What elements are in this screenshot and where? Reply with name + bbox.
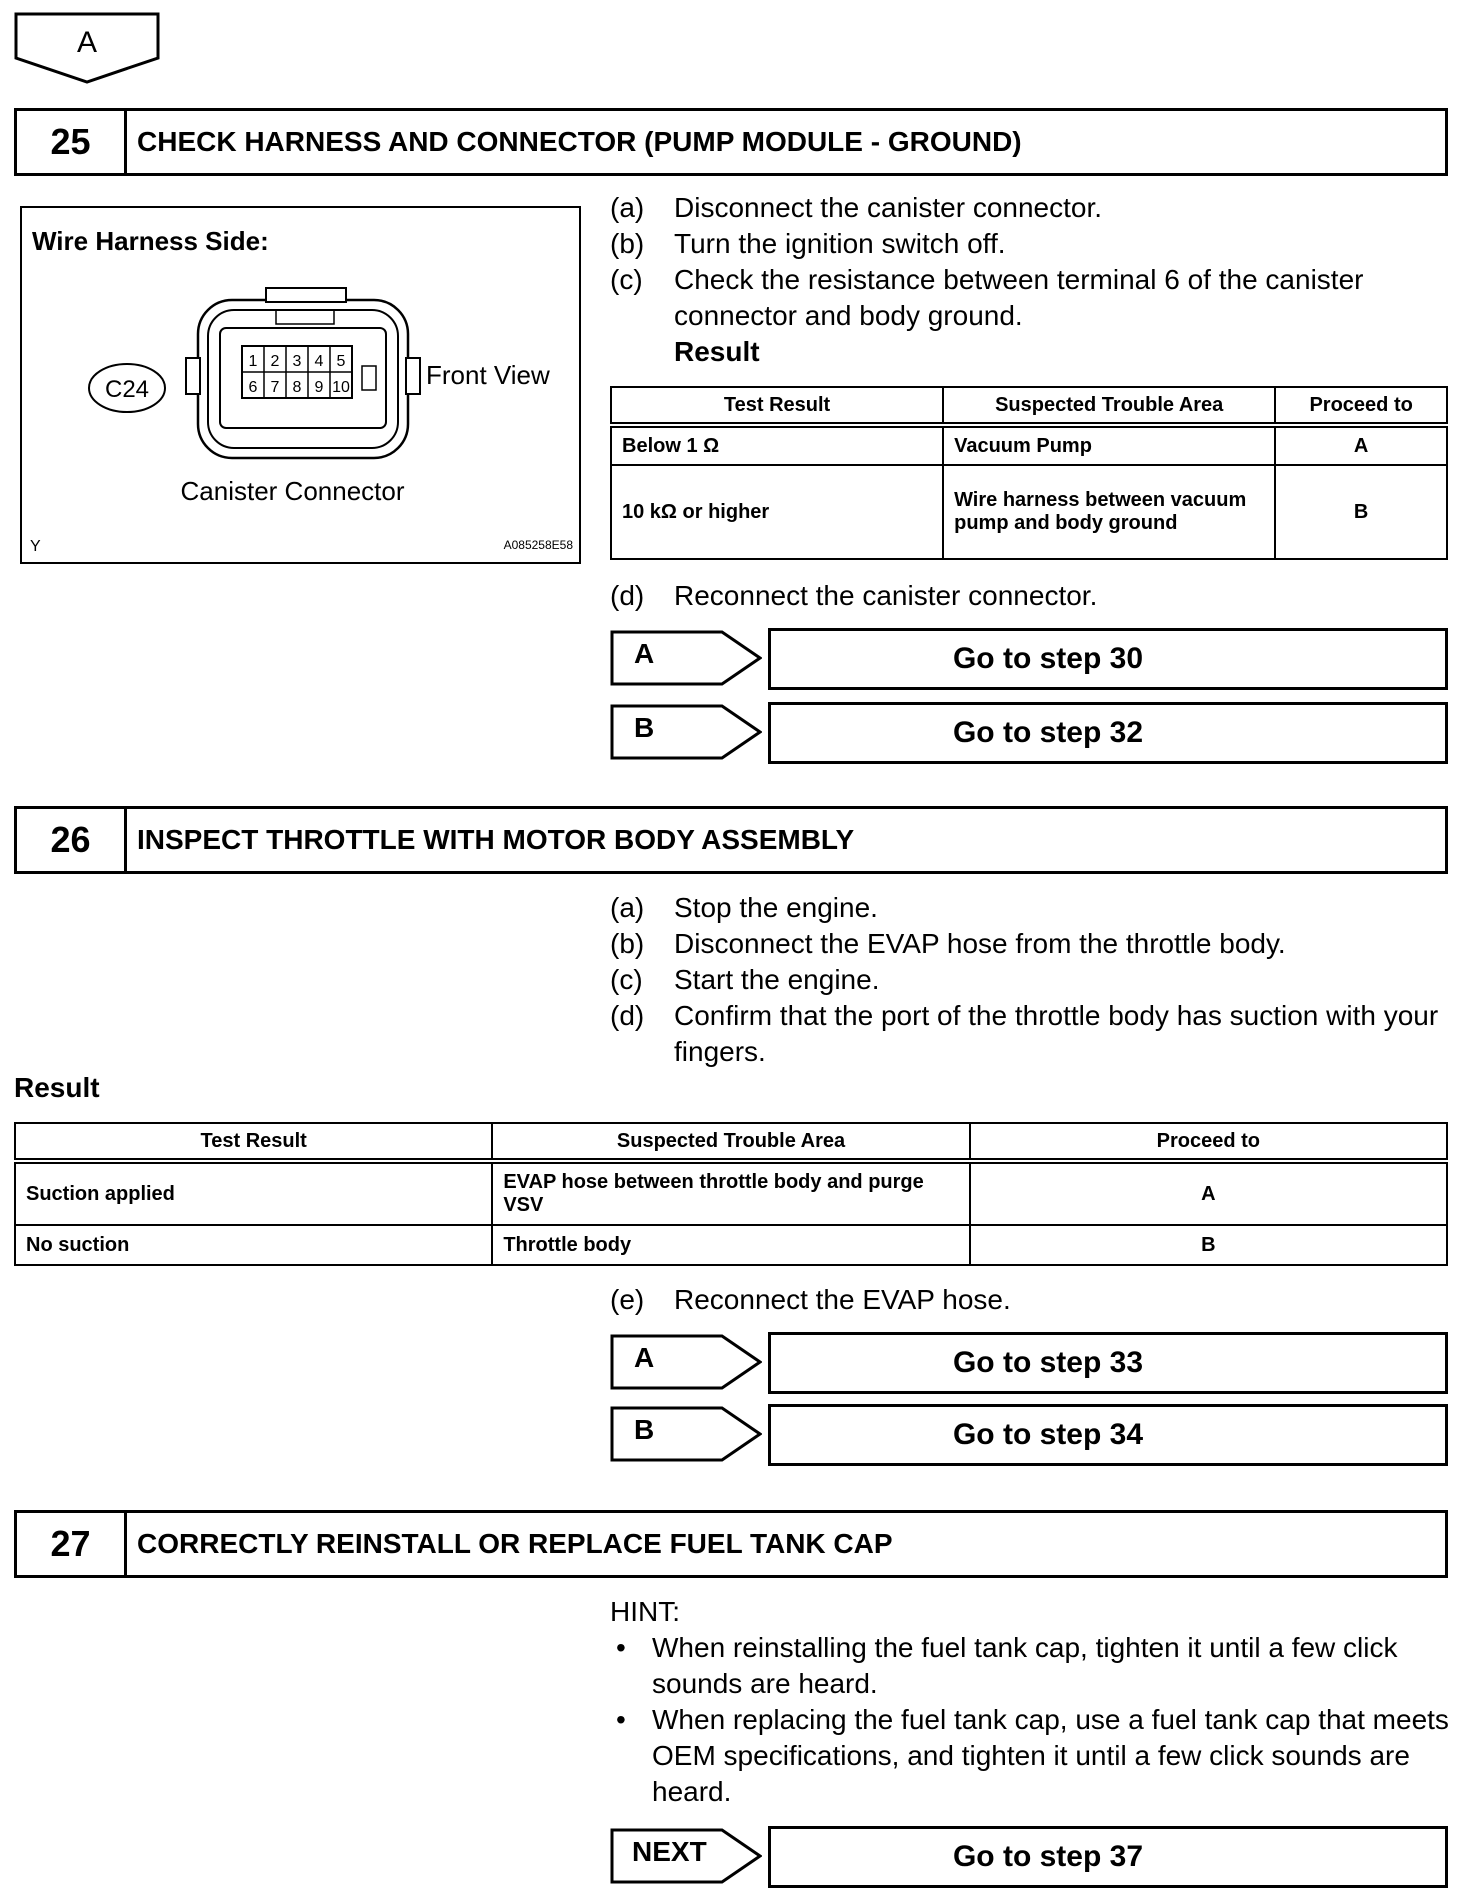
instruction-item: (a) Stop the engine. [610,892,878,923]
goto-step-33-button[interactable] [610,1332,1448,1394]
pin-1: 1 [248,353,258,370]
view-label: Front View [426,360,550,390]
canister-connector-figure [20,206,581,564]
step-26-header [14,806,1448,874]
step-title: CHECK HARNESS AND CONNECTOR (PUMP MODULE - GROUND) [137,126,1022,157]
goto-label[interactable]: Go to step 33 [768,1332,1448,1394]
column-header: Suspected Trouble Area [943,387,1275,425]
table-header-row [611,387,1447,425]
connector-side-tab-left [186,358,200,394]
bullet-icon: • [616,1632,626,1663]
column-header: Proceed to [1275,387,1447,425]
table-row: 10 kΩ or higher Wire harness between vacuum pump and body ground B [611,465,1447,559]
connector-latch [266,288,346,302]
result-heading: Result [14,1072,100,1103]
step-25-instructions [610,190,1450,370]
branch-letter: A [634,1342,655,1373]
table-row: No suction Throttle body B [15,1225,1447,1265]
step-26-instructions [610,890,1450,1070]
result-heading: Result [674,336,760,367]
branch-arrow-icon [610,1406,762,1462]
goto-step-32-button[interactable] [610,702,1448,764]
instruction-item: (b) Disconnect the EVAP hose from the throttle body. [610,928,1286,959]
goto-step-30-button[interactable] [610,628,1448,690]
table-row: Below 1 Ω Vacuum Pump A [611,425,1447,465]
connector-key [362,366,376,390]
section-marker [14,12,160,84]
goto-label[interactable]: Go to step 30 [768,628,1448,690]
connector-id: C24 [104,376,150,403]
goto-step-34-button[interactable] [610,1404,1448,1466]
branch-arrow-icon [610,630,762,686]
hint-block [610,1594,1450,1810]
branch-letter: B [634,1414,655,1445]
column-header: Suspected Trouble Area [492,1123,969,1161]
instruction-item: (c) Start the engine. [610,964,880,995]
bullet-icon: • [616,1704,626,1735]
pin-5: 5 [336,353,346,370]
pin-2: 2 [270,353,280,370]
step-title: CORRECTLY REINSTALL OR REPLACE FUEL TANK CAP [137,1528,893,1559]
figure-caption: Canister Connector [180,476,405,506]
pin-10: 10 [332,379,350,396]
branch-arrow-icon [610,1334,762,1390]
section-marker-label: A [76,26,97,59]
pin-3: 3 [292,353,302,370]
step-27-header [14,1510,1448,1578]
branch-letter: A [634,638,655,669]
connector-side-tab-right [406,358,420,394]
step-25-result-table [610,386,1448,560]
figure-heading: Wire Harness Side: [32,226,269,256]
step-number: 26 [17,809,127,871]
pin-4: 4 [314,353,324,370]
branch-arrow-icon [610,704,762,760]
pin-8: 8 [292,379,302,396]
hint-bullet: • When replacing the fuel tank cap, use a fuel tank cap that meets OEM specifications, and tighten it until a few click sounds are heard. [610,1702,1450,1810]
table-header-row [15,1123,1447,1161]
goto-step-37-button[interactable] [610,1826,1448,1888]
next-label: NEXT [632,1836,707,1867]
goto-label[interactable]: Go to step 32 [768,702,1448,764]
step-25-header [14,108,1448,176]
goto-label[interactable]: Go to step 37 [768,1826,1448,1888]
pin-6: 6 [248,379,258,396]
column-header: Proceed to [970,1123,1447,1161]
instruction-item: (b) Turn the ignition switch off. [610,228,1006,259]
hint-label: HINT: [610,1596,680,1627]
goto-label[interactable]: Go to step 34 [768,1404,1448,1466]
step-number: 25 [17,111,127,173]
table-row: Suction applied EVAP hose between throttle body and purge VSV A [15,1161,1447,1225]
hint-bullet: • When reinstalling the fuel tank cap, tighten it until a few click sounds are heard. [610,1630,1450,1702]
step-26-reconnect: (e) Reconnect the EVAP hose. [610,1284,1011,1315]
column-header: Test Result [611,387,943,425]
instruction-item: (d) Confirm that the port of the throttle body has suction with your fingers. [610,1000,1439,1067]
step-25-reconnect: (d) Reconnect the canister connector. [610,580,1098,611]
pin-9: 9 [314,379,324,396]
instruction-item: (a) Disconnect the canister connector. [610,192,1103,223]
figure-corner-mark: Y [30,538,41,555]
column-header: Test Result [15,1123,492,1161]
branch-letter: B [634,712,655,743]
instruction-item: (c) Check the resistance between terminal 6 of the canister connector and body ground. [610,264,1364,331]
figure-code: A085258E58 [503,538,573,552]
step-title: INSPECT THROTTLE WITH MOTOR BODY ASSEMBLY [137,824,855,855]
step-number: 27 [17,1513,127,1575]
step-26-result-table [14,1122,1448,1266]
pin-7: 7 [270,379,280,396]
connector-face [220,328,386,428]
